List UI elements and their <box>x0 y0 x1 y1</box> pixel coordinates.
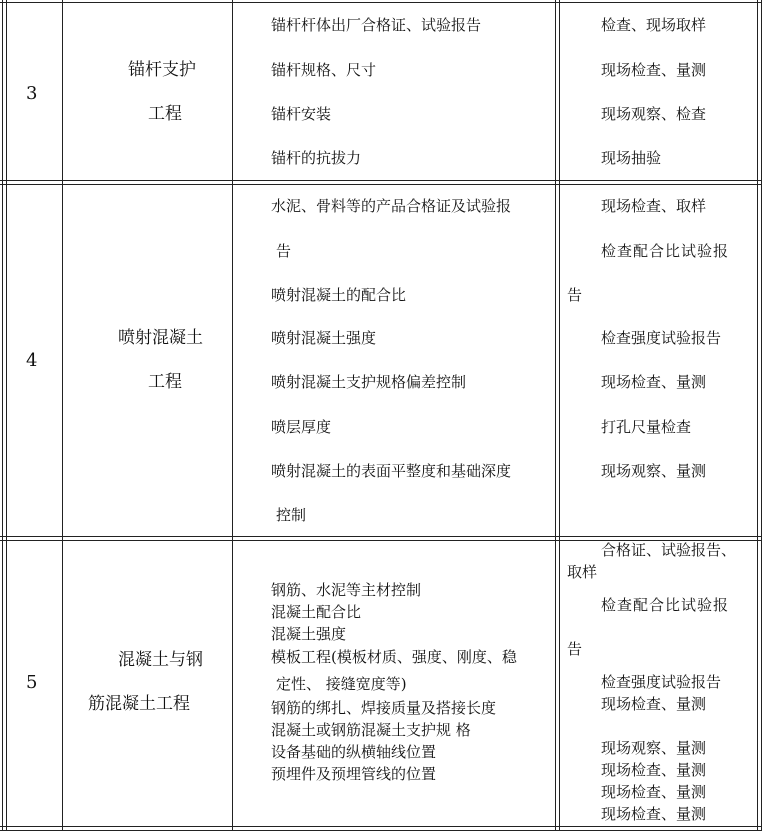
inspection-method: 检查强度试验报告 <box>601 329 722 347</box>
inspection-method: 现场检查、量测 <box>601 695 707 713</box>
inspection-method: 检查配合比试验报 <box>601 242 730 260</box>
inspection-item: 控制 <box>276 506 307 524</box>
table-rule <box>559 0 560 831</box>
inspection-method: 合格证、试验报告、 <box>601 541 737 559</box>
inspection-item: 锚杆的抗拔力 <box>271 149 362 167</box>
inspection-method: 现场检查、量测 <box>601 61 707 79</box>
inspection-item: 锚杆规格、尺寸 <box>271 61 377 79</box>
inspection-item: 混凝土配合比 <box>271 603 362 621</box>
inspection-item: 混凝土或钢筋混凝土支护规 格 <box>271 721 471 739</box>
inspection-method: 现场观察、量测 <box>601 739 707 757</box>
inspection-item: 预埋件及预埋管线的位置 <box>271 765 437 783</box>
inspection-method: 检查强度试验报告 <box>601 673 722 691</box>
inspection-item: 喷射混凝土支护规格偏差控制 <box>271 373 467 391</box>
inspection-item: 定性、 接缝宽度等) <box>276 675 407 693</box>
inspection-item: 喷射混凝土的配合比 <box>271 286 407 304</box>
table-rule-double <box>757 0 762 831</box>
inspection-method: 打孔尺量检查 <box>601 418 692 436</box>
table-rule <box>232 0 233 831</box>
table-rule <box>555 0 556 831</box>
inspection-method: 现场观察、量测 <box>601 462 707 480</box>
inspection-item: 喷射混凝土强度 <box>271 329 377 347</box>
inspection-item: 喷射混凝土的表面平整度和基础深度 <box>271 462 512 480</box>
inspection-method: 检查配合比试验报 <box>601 596 730 614</box>
inspection-item: 锚杆杆体出厂合格证、试验报告 <box>271 16 482 34</box>
inspection-method: 现场检查、取样 <box>601 197 707 215</box>
project-name: 筋混凝土工程 <box>88 694 190 714</box>
table-rule-double <box>2 0 7 831</box>
inspection-method: 告 <box>567 286 583 304</box>
project-name: 工程 <box>148 104 182 124</box>
inspection-method: 取样 <box>567 563 598 581</box>
project-name: 工程 <box>148 372 182 392</box>
inspection-method: 现场观察、检查 <box>601 105 707 123</box>
inspection-item: 模板工程(模板材质、强度、刚度、稳 <box>271 648 517 666</box>
row-number: 4 <box>26 350 38 371</box>
inspection-method: 告 <box>567 640 583 658</box>
inspection-item: 水泥、骨料等的产品合格证及试验报 <box>271 197 512 215</box>
table-rule-double <box>0 826 762 831</box>
inspection-item: 钢筋的绑扎、焊接质量及搭接长度 <box>271 699 497 717</box>
table-rule <box>0 2 762 3</box>
table-rule <box>62 0 63 831</box>
inspection-method: 现场检查、量测 <box>601 805 707 823</box>
inspection-method: 现场抽验 <box>601 149 662 167</box>
inspection-item: 混凝土强度 <box>271 625 347 643</box>
inspection-method: 现场检查、量测 <box>601 761 707 779</box>
project-name: 混凝土与钢 <box>118 650 203 670</box>
inspection-item: 钢筋、水泥等主材控制 <box>271 581 422 599</box>
row-number: 5 <box>26 672 38 693</box>
inspection-method: 现场检查、量测 <box>601 373 707 391</box>
inspection-item: 喷层厚度 <box>271 418 332 436</box>
inspection-method: 现场检查、量测 <box>601 783 707 801</box>
project-name: 喷射混凝土 <box>118 328 203 348</box>
table-rule-double <box>0 180 762 185</box>
inspection-item: 设备基础的纵横轴线位置 <box>271 743 437 761</box>
inspection-item: 锚杆安装 <box>271 105 332 123</box>
inspection-method: 检查、现场取样 <box>601 16 707 34</box>
row-number: 3 <box>26 83 38 104</box>
inspection-item: 告 <box>276 242 292 260</box>
project-name: 锚杆支护 <box>128 60 196 80</box>
